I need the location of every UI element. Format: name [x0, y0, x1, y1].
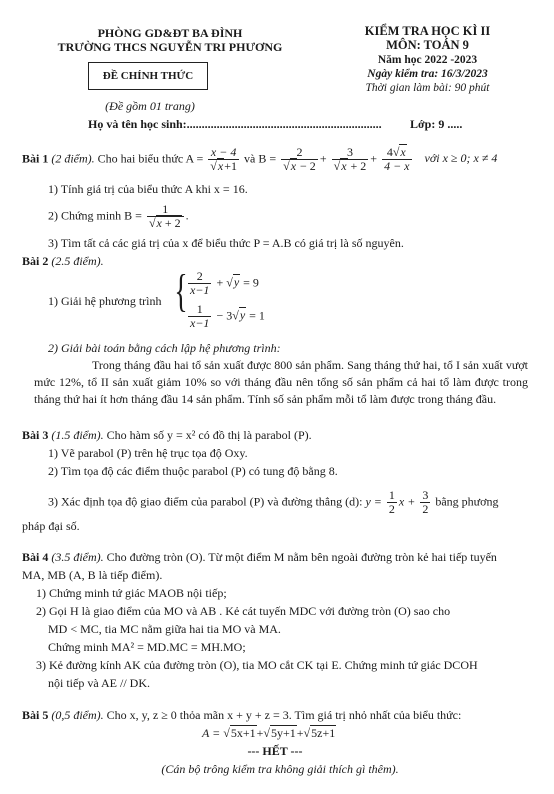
- expr-A-fraction: [208, 146, 239, 173]
- bai5-points: (0,5 điểm).: [51, 708, 104, 722]
- bai3-question3-cont: pháp đại số.: [22, 519, 80, 533]
- bai5-intro: Cho x, y, z ≥ 0 thỏa mãn x + y + z = 3. Tìm giá trị nhỏ nhất của biểu thức:: [106, 708, 462, 722]
- bai3-question1: 1) Vẽ parabol (P) trên hệ trục tọa độ Oxy.: [48, 446, 248, 460]
- bai5-expression: A = √5x+1+√5y+1+√5z+1: [202, 726, 336, 740]
- bai1-statement: Bài 1 (2 điểm). Cho hai biểu thức A = $\frac{x - 4}{√x+1}$ và B = $\frac{2}{√x - 2}$ + $\frac{3}{√x + 2}$ + $\frac{4√x}{4 - x}$ với x ≥ 0; x ≠ 4: [22, 145, 498, 173]
- bai3-question2: 2) Tìm tọa độ các điểm thuộc parabol (P) có tung độ bằng 8.: [48, 464, 338, 478]
- department-name: PHÒNG GD&ĐT BA ĐÌNH: [97, 26, 243, 40]
- expr-B-term1: $\frac{2}{√x - 2}$: [283, 145, 316, 173]
- bai4-question2c: Chứng minh MA² = MD.MC = MH.MO;: [48, 640, 246, 654]
- bai2-question1-prefix: 1) Giải hệ phương trình: [48, 294, 162, 308]
- bai4-question3b: nội tiếp và AE // DK.: [48, 676, 150, 690]
- pages-note: (Đề gồm 01 trang): [105, 99, 195, 113]
- bai4-label: Bài 4: [22, 550, 49, 564]
- bai4-question2b: MD < MC, tia MC nằm giữa hai tia MO và MA.: [48, 622, 281, 636]
- expr-B-lhs: B =: [258, 151, 277, 166]
- expr-A-denominator: √x+1: [210, 159, 237, 173]
- equation-1: $\frac{2}{x-1}$ + √y = 9: [190, 269, 259, 297]
- official-badge: ĐỀ CHÍNH THỨC: [88, 62, 208, 90]
- bai3-question3: 3) Xác định tọa độ giao điểm của parabol (P) và đường thẳng (d): y = $\frac{1}{2}$ x + $\frac{3}{2}$ bằng phương: [48, 488, 499, 516]
- subject: MÔN: TOÁN 9: [386, 38, 469, 52]
- bai2-heading: [22, 254, 104, 269]
- expr-A-lhs: A =: [185, 151, 204, 166]
- bai1-question1: 1) Tính giá trị của biểu thức A khi x = 16.: [48, 182, 248, 196]
- bai2-problem-text: Trong tháng đầu hai tổ sản xuất được 800 sản phẩm. Sang tháng thứ hai, tổ I sản xuất vượt mức 12%, tổ II sản xuất giảm 10% so với tháng đầu nên tổng số sản phẩm cả hai tổ làm được trong tháng thứ hai ít hơn tháng đầu 14 sản phẩm. Tính số sản phẩm mỗi tổ làm được trong tháng đầu.: [34, 358, 528, 406]
- proctor-note: (Cán bộ trông kiểm tra không giải thích gì thêm).: [161, 762, 399, 776]
- end-marker: --- HẾT ---: [247, 744, 303, 758]
- exam-date: Ngày kiểm tra: 16/3/2023: [367, 68, 488, 80]
- bai5-statement: [22, 708, 461, 723]
- and-word: và: [244, 151, 256, 166]
- exam-title: KIỂM TRA HỌC KÌ II: [364, 24, 491, 38]
- bai1-points: (2 điểm).: [51, 151, 95, 166]
- bai1-intro: Cho hai biểu thức: [97, 151, 184, 166]
- bai4-question2a: 2) Gọi H là giao điểm của MO và AB . Kẻ cát tuyến MDC với đường tròn (O) sao cho: [36, 604, 451, 618]
- bai1-label: Bài 1: [22, 151, 49, 166]
- expr-B-term3: $\frac{4√x}{4 - x}$: [384, 145, 410, 173]
- bai2-label: Bài 2: [22, 254, 49, 268]
- bai4-points: (3.5 điểm).: [51, 550, 104, 564]
- bai3-intro: Cho hàm số y = x² có đồ thị là parabol (P).: [106, 428, 312, 442]
- student-name-line: Họ và tên học sinh:.................................................................: [88, 117, 382, 131]
- school-name: TRƯỜNG THCS NGUYỄN TRI PHƯƠNG: [57, 40, 283, 54]
- expr-A-numerator: x − 4: [208, 146, 239, 160]
- bai4-intro: Cho đường tròn (O). Từ một điểm M nằm bên ngoài đường tròn kẻ hai tiếp tuyến: [106, 550, 497, 564]
- bai4-statement: [22, 550, 497, 565]
- expr-B-term2: $\frac{3}{√x + 2}$: [333, 145, 367, 173]
- bai1-question3: 3) Tìm tất cả các giá trị của x để biểu thức P = A.B có giá trị là số nguyên.: [48, 236, 404, 250]
- bai4-intro-cont: MA, MB (A, B là tiếp điểm).: [22, 568, 163, 582]
- class-line: Lớp: 9 .....: [410, 117, 463, 131]
- bai1-condition: với x ≥ 0; x ≠ 4: [424, 151, 498, 166]
- bai4-question3a: 3) Kẻ đường kính AK của đường tròn (O), tia MO cắt CK tại E. Chứng minh tứ giác DCOH: [36, 658, 478, 672]
- bai2-question2: 2) Giải bài toán bằng cách lập hệ phương trình:: [48, 341, 281, 355]
- bai3-statement: [22, 428, 312, 443]
- bai4-question1: 1) Chứng minh tứ giác MAOB nội tiếp;: [36, 586, 227, 600]
- bai3-points: (1.5 điểm).: [51, 428, 104, 442]
- bai5-label: Bài 5: [22, 708, 49, 722]
- equation-system-brace: {: [174, 265, 188, 316]
- bai1-question2: 2) Chứng minh B = $\frac{1}{√x + 2}$ .: [48, 202, 189, 230]
- bai2-points: (2.5 điểm).: [51, 254, 104, 268]
- exam-duration: Thời gian làm bài: 90 phút: [365, 82, 490, 94]
- school-year: Năm học 2022 -2023: [377, 54, 478, 66]
- equation-2: $\frac{1}{x-1}$ − 3√y = 1: [190, 302, 265, 330]
- bai3-label: Bài 3: [22, 428, 49, 442]
